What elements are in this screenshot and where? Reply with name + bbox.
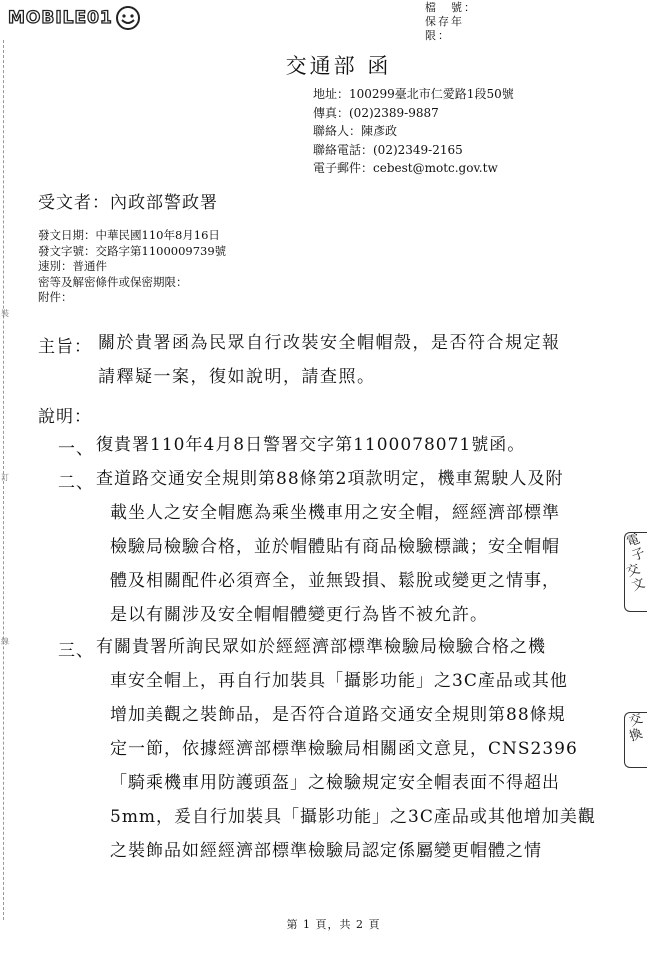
margin-mark-bind: 裝 xyxy=(1,309,9,318)
contact-person: 聯絡人：陳彥政 xyxy=(313,124,398,138)
gist-line: 請釋疑一案，復如說明，請查照。 xyxy=(98,367,376,387)
item-line: 檢驗局檢驗合格，並於帽體貼有商品檢驗標識；安全帽帽 xyxy=(110,537,560,557)
contact-fax: 傳真：(02)2389-9887 xyxy=(313,105,439,120)
contact-phone: 聯絡電話：(02)2349-2165 xyxy=(313,142,463,157)
logo-face-icon xyxy=(115,5,141,31)
item-number: 二、 xyxy=(58,473,94,493)
item-number: 三、 xyxy=(58,641,94,661)
site-logo xyxy=(8,4,141,32)
item-number: 一、 xyxy=(58,439,94,459)
contact-address: 地址：100299臺北市仁愛路1段50號 xyxy=(313,87,514,101)
page-number: 第 1 頁，共 2 頁 xyxy=(286,918,381,931)
item-line: 體及相關配件必須齊全，並無毀損、鬆脫或變更之情事， xyxy=(110,571,560,591)
item-line: 載坐人之安全帽應為乘坐機車用之安全帽，經經濟部標準 xyxy=(110,503,560,523)
item-line: 「騎乘機車用防護頭盔」之檢驗規定安全帽表面不得超出 xyxy=(110,773,560,793)
item-line: 車安全帽上，再自行加裝具「攝影功能」之3C產品或其他 xyxy=(110,671,568,691)
classification: 密等及解密條件或保密期限： xyxy=(38,274,188,289)
gist-line: 關於貴署函為民眾自行改裝安全帽帽殼，是否符合規定報 xyxy=(98,333,561,353)
document-title: 交通部 函 xyxy=(285,54,392,78)
dispatch-meta xyxy=(38,228,226,306)
item-line: 復貴署110年4月8日警署交字第1100078071號函。 xyxy=(96,435,526,455)
margin-mark-staple: 訂 xyxy=(1,473,9,482)
item-line: 查道路交通安全規則第88條第2項款明定，機車駕駛人及附 xyxy=(96,469,564,489)
item-line: 有關貴署所詢民眾如於經經濟部標準檢驗局檢驗合格之機 xyxy=(96,637,546,657)
item-line: 增加美觀之裝飾品，是否符合道路交通安全規則第88條規 xyxy=(110,705,566,725)
item-line: 之裝飾品如經經濟部標準檢驗局認定係屬變更帽體之情 xyxy=(110,841,542,861)
item-line: 定一節，依據經濟部標準檢驗局相關函文意見，CNS2396 xyxy=(110,739,578,759)
filing-info xyxy=(425,1,483,43)
contact-email: 電子郵件：cebest@motc.gov.tw xyxy=(313,161,498,175)
gist-text xyxy=(98,332,588,400)
contact-block xyxy=(313,85,514,178)
dispatch-date: 發文日期：中華民國110年8月16日 xyxy=(38,228,220,242)
item-line: 5mm，爰自行加裝具「攝影功能」之3C產品或其他增加美觀 xyxy=(110,807,596,827)
gist-label: 主旨： xyxy=(38,337,92,357)
attachments: 附件： xyxy=(38,290,73,304)
dispatch-number: 發文字號：交路字第1100009739號 xyxy=(38,243,227,258)
seal-stamp-lower: 交 換 xyxy=(624,712,647,768)
margin-mark-line: 線 xyxy=(1,637,9,646)
filing-number: 檔 號： xyxy=(425,1,477,14)
seal-stamp-upper: 電子 交文 xyxy=(624,532,647,612)
explanation-label: 說明： xyxy=(38,407,92,427)
retention-period: 保存年限： xyxy=(425,15,464,42)
recipient: 受文者：內政部警政署 xyxy=(38,193,218,213)
item-line: 是以有關涉及安全帽帽體變更行為皆不被允許。 xyxy=(110,605,488,625)
logo-text: MOBILE01 xyxy=(8,8,113,28)
urgency: 速別：普通件 xyxy=(38,259,107,273)
